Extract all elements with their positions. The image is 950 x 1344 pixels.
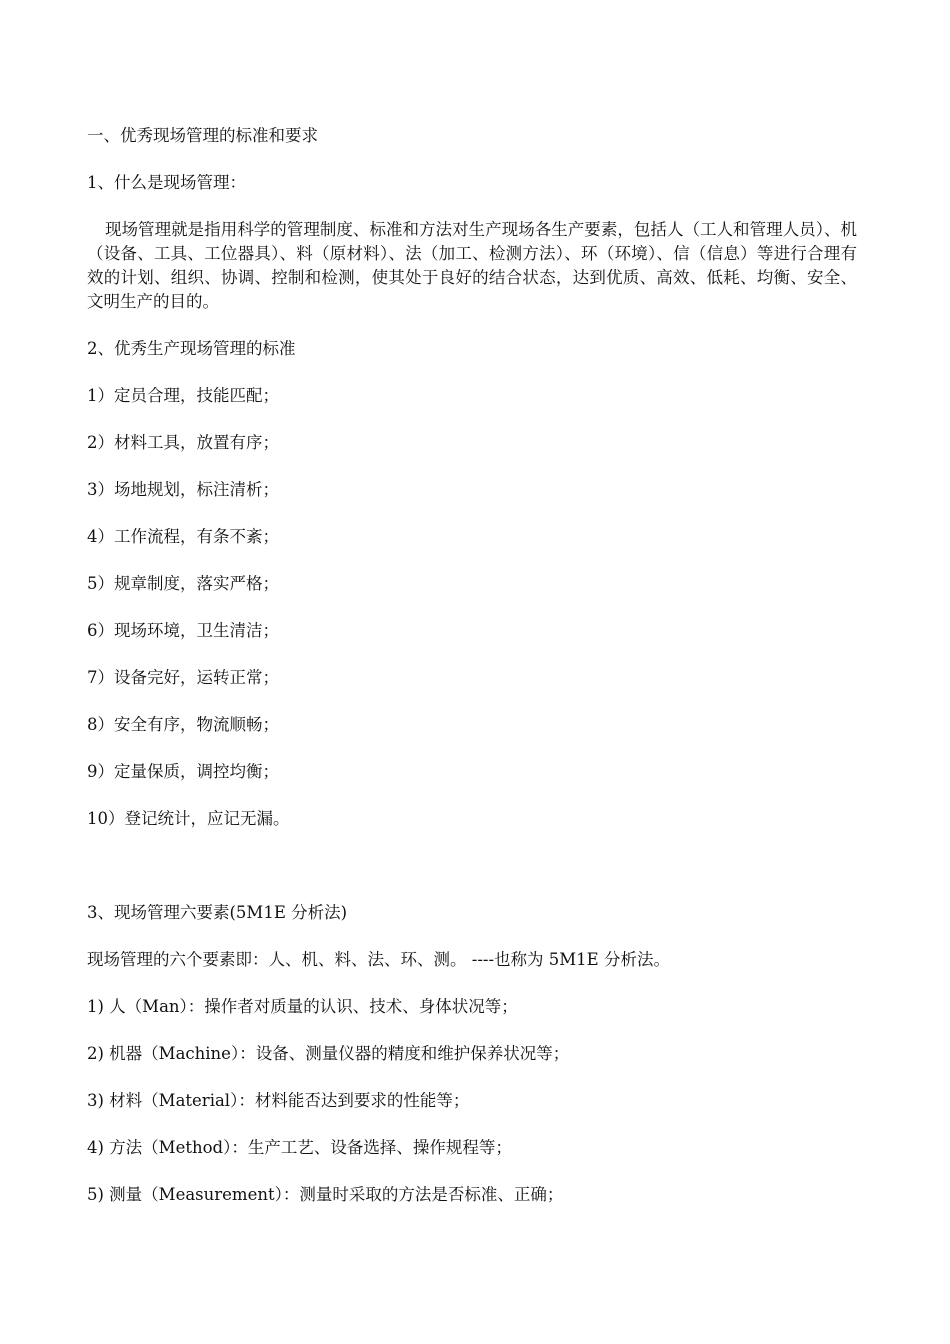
standard-item: 9）定量保质，调控均衡； (87, 762, 279, 781)
standard-item: 6）现场环境，卫生清洁； (87, 621, 279, 640)
standard-item: 8）安全有序，物流顺畅； (87, 715, 279, 734)
question-3-intro: 现场管理的六个要素即：人、机、料、法、环、测。 ----也称为 5M1E 分析法。 (87, 950, 670, 969)
standard-item: 2）材料工具，放置有序； (87, 433, 279, 452)
question-3-title: 3、现场管理六要素(5M1E 分析法) (87, 903, 348, 922)
element-item: 2) 机器（Machine）：设备、测量仪器的精度和维护保养状况等； (87, 1044, 570, 1063)
element-item: 4) 方法（Method）：生产工艺、设备选择、操作规程等； (87, 1138, 512, 1157)
question-1-title: 1、什么是现场管理： (87, 173, 246, 192)
standard-item: 3）场地规划，标注清析； (87, 480, 279, 499)
standard-item: 5）规章制度，落实严格； (87, 574, 279, 593)
question-2-title: 2、优秀生产现场管理的标准 (87, 339, 296, 358)
blank-gap (87, 854, 857, 901)
element-item: 5) 测量（Measurement）：测量时采取的方法是否标准、正确； (87, 1185, 564, 1204)
element-item: 1) 人（Man）：操作者对质量的认识、技术、身体状况等； (87, 997, 518, 1016)
document-page (87, 124, 857, 1230)
section-heading: 一、优秀现场管理的标准和要求 (87, 126, 318, 145)
standard-item: 1）定员合理，技能匹配； (87, 386, 279, 405)
standard-item: 10）登记统计，应记无漏。 (87, 809, 290, 828)
standard-item: 7）设备完好，运转正常； (87, 668, 279, 687)
element-item: 3) 材料（Material）：材料能否达到要求的性能等； (87, 1091, 470, 1110)
question-1-body: 现场管理就是指用科学的管理制度、标准和方法对生产现场各生产要素，包括人（工人和管理人员）、机（设备、工具、工位器具）、料（原材料）、法（加工、检测方法）、环（环境）、信（信息）等进行合理有效的计划、组织、协调、控制和检测，使其处于良好的结合状态，达到优质、高效、低耗、均衡、安全、文明生产的目的。 (87, 220, 857, 311)
standard-item: 4）工作流程，有条不紊； (87, 527, 279, 546)
